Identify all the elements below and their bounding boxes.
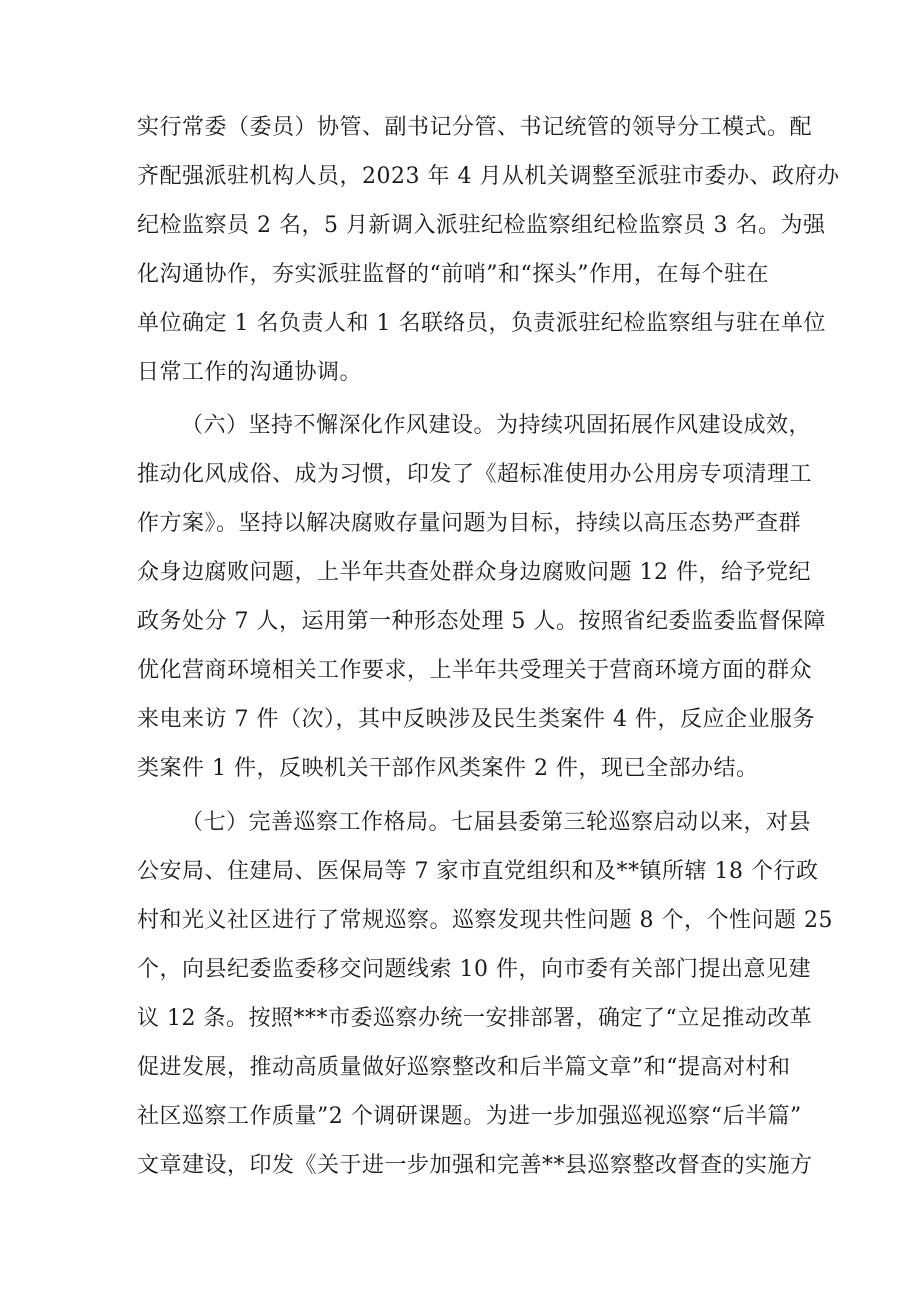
text-line: 化沟通协作，夯实派驻监督的“前哨”和“探头”作用，在每个驻在 (137, 262, 769, 287)
text-line: 纪检监察员 2 名，5 月新调入派驻纪检监察组纪检监察员 3 名。为强 (137, 213, 826, 238)
text-line: 日常工作的沟通协调。 (137, 360, 363, 385)
text-line: 单位确定 1 名负责人和 1 名联络员，负责派驻纪检监察组与驻在单位 (137, 311, 826, 336)
text-line: 优化营商环境相关工作要求，上半年共受理关于营商环境方面的群众 (137, 658, 813, 683)
text-line: 议 12 条。按照***市委巡察办统一安排部署，确定了“立足推动改革 (137, 1006, 813, 1031)
text-line: 齐配强派驻机构人员，2023 年 4 月从机关调整至派驻市委办、政府办 (137, 164, 840, 189)
text-line: 公安局、住建局、医保局等 7 家市直党组织和及**镇所辖 18 个行政 (137, 859, 819, 884)
text-line: 政务处分 7 人，运用第一种形态处理 5 人。按照省纪委监委监督保障 (137, 609, 826, 634)
text-line: 推动化风成俗、成为习惯，印发了《超标准使用办公用房专项清理工 (137, 462, 813, 487)
text-line: 来电来访 7 件（次），其中反映涉及民生类案件 4 件，反应企业服务 (137, 707, 815, 732)
text-line: 文章建设，印发《关于进一步加强和完善**县巡察整改督查的实施方 (137, 1153, 813, 1178)
text-line: 实行常委（委员）协管、副书记分管、书记统管的领导分工模式。配 (137, 115, 813, 140)
text-line: 村和光义社区进行了常规巡察。巡察发现共性问题 8 个，个性问题 25 (137, 908, 833, 933)
text-line: 类案件 1 件，反映机关干部作风类案件 2 件，现已全部办结。 (137, 756, 759, 781)
text-line: 个，向县纪委监委移交问题线索 10 件，向市委有关部门提出意见建 (137, 957, 811, 982)
text-line: 众身边腐败问题，上半年共查处群众身边腐败问题 12 件，给予党纪 (137, 560, 811, 585)
section-heading-line: （六）坚持不懈深化作风建设。为持续巩固拓展作风建设成效， (181, 413, 812, 438)
text-line: 社区巡察工作质量”2 个调研课题。为进一步加强巡视巡察“后半篇” (137, 1104, 802, 1129)
section-heading-line: （七）完善巡察工作格局。七届县委第三轮巡察启动以来，对县 (181, 810, 812, 835)
text-line: 促进发展，推动高质量做好巡察整改和后半篇文章”和“提高对村和 (137, 1055, 791, 1080)
text-line: 作方案》。坚持以解决腐败存量问题为目标，持续以高压态势严查群 (137, 511, 802, 536)
